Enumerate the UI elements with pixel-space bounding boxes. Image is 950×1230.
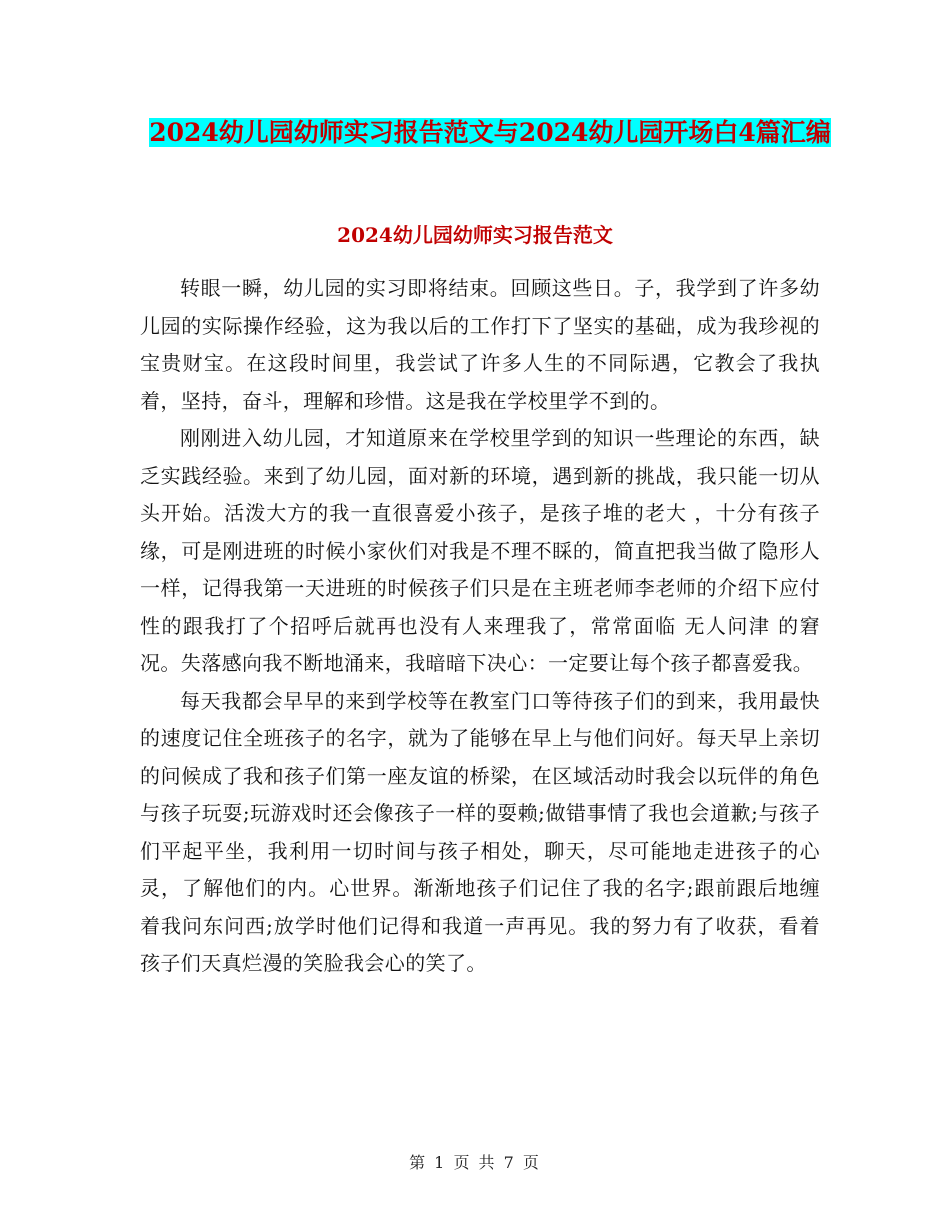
paragraph-1: 转眼一瞬，幼儿园的实习即将结束。回顾这些日。子，我学到了许多幼儿园的实际操作经验，这为我以后的工作打下了坚实的基础，成为我珍视的宝贵财宝。在这段时间里，我尝试了许多人生的不同际遇，它教会了我执着，坚持，奋斗，理解和珍惜。这是我在学校里学不到的。	[140, 276, 820, 413]
document-title	[140, 112, 840, 154]
paragraph-3: 每天我都会早早的来到学校等在教室门口等待孩子们的到来，我用最快的速度记住全班孩子的名字，就为了能够在早上与他们问好。每天早上亲切的问候成了我和孩子们第一座友谊的桥梁，在区域活动时我会以玩伴的角色与孩子玩耍;玩游戏时还会像孩子一样的耍赖;做错事情了我也会道歉;与孩子们平起平坐，我利用一切时间与孩子相处，聊天，尽可能地走进孩子的心灵，了解他们的内。心世界。渐渐地孩子们记住了我的名字;跟前跟后地缠着我问东问西;放学时他们记得和我道一声再见。我的努力有了收获，看着孩子们天真烂漫的笑脸我会心的笑了。	[140, 688, 820, 975]
paragraph-2: 刚刚进入幼儿园，才知道原来在学校里学到的知识一些理论的东西，缺乏实践经验。来到了幼儿园，面对新的环境，遇到新的挑战，我只能一切从头开始。活泼大方的我一直很喜爱小孩子，是孩子堆的老大 ，十分有孩子缘，可是刚进班的时候小家伙们对我是不理不睬的，简直把我当做了隐形人一样，记得我第一天进班的时候孩子们只是在主班老师李老师的介绍下应付性的跟我打了个招呼后就再也没有人来理我了，常常面临 无人问津 的窘况。失落感向我不断地涌来，我暗暗下决心：一定要让每个孩子都喜爱我。	[140, 426, 820, 675]
body-text	[140, 270, 820, 983]
section-title: 2024幼儿园幼师实习报告范文	[337, 223, 613, 247]
page-footer: 第 1 页 共 7 页	[409, 1153, 541, 1172]
title-highlight: 2024幼儿园幼师实习报告范文与2024幼儿园开场白4篇汇编	[149, 118, 831, 147]
